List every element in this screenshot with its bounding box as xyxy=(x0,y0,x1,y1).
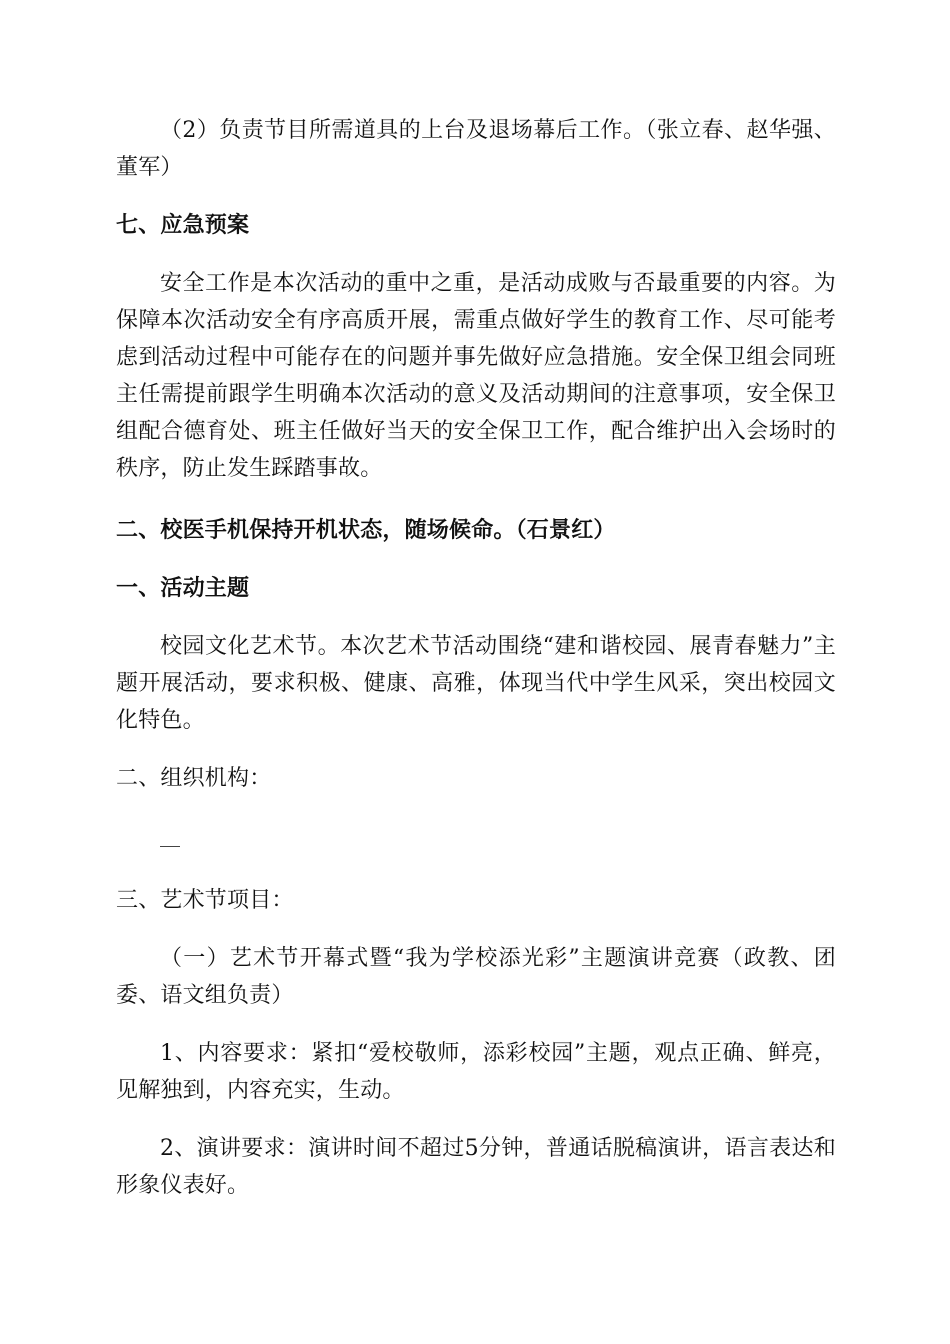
paragraph-item-one: （一）艺术节开幕式暨“我为学校添光彩”主题演讲竞赛（政教、团委、语文组负责） xyxy=(116,946,836,1008)
paragraph-content-requirement: 1、内容要求：紧扣“爱校敬师，添彩校园”主题，观点正确、鲜亮，见解独到，内容充实，生动。 xyxy=(116,1041,836,1103)
dash-mark xyxy=(160,846,180,847)
heading-school-doctor: 二、校医手机保持开机状态，随场候命。（石景红） xyxy=(116,517,616,543)
paragraph-emergency-plan: 安全工作是本次活动的重中之重，是活动成败与否最重要的内容。为保障本次活动安全有序高质开展，需重点做好学生的教育工作、尽可能考虑到活动过程中可能存在的问题并事先做好应急措施。安全保卫组会同班主任需提前跟学生明确本次活动的意义及活动期间的注意事项，安全保卫组配合德育处、班主任做好当天的安全保卫工作，配合维护出入会场时的秩序，防止发生踩踏事故。 xyxy=(116,271,836,481)
paragraph-props-duty: （2）负责节目所需道具的上台及退场幕后工作。（张立春、赵华强、董军） xyxy=(116,118,836,180)
heading-emergency-plan: 七、应急预案 xyxy=(116,212,250,238)
heading-festival-items: 三、艺术节项目： xyxy=(116,888,294,913)
organization-placeholder xyxy=(116,828,836,865)
heading-activity-theme: 一、活动主题 xyxy=(116,575,250,601)
paragraph-activity-theme: 校园文化艺术节。本次艺术节活动围绕“建和谐校园、展青春魅力”主题开展活动，要求积极、健康、高雅，体现当代中学生风采，突出校园文化特色。 xyxy=(116,634,836,733)
heading-organization: 二、组织机构： xyxy=(116,766,272,791)
paragraph-speech-requirement: 2、演讲要求：演讲时间不超过5分钟，普通话脱稿演讲，语言表达和形象仪表好。 xyxy=(116,1136,836,1198)
document-page xyxy=(116,112,836,1204)
